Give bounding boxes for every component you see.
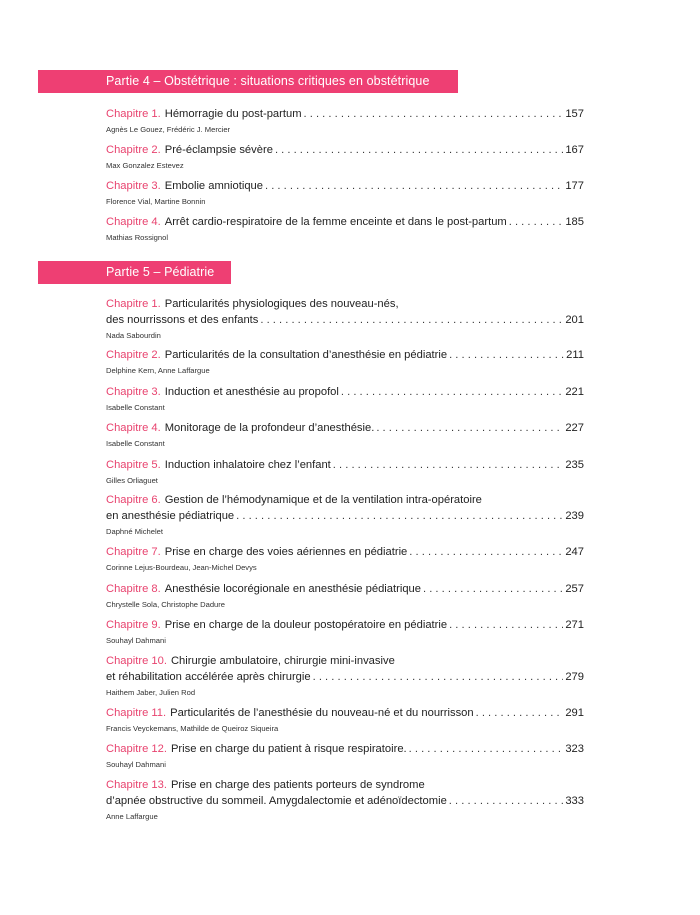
leader-dots — [265, 178, 563, 194]
page-number: 239 — [565, 510, 584, 522]
chapter-authors: Corinne Lejus-Bourdeau, Jean-Michel Devys — [106, 563, 257, 572]
leader-dots — [476, 705, 564, 721]
leader-dots — [304, 106, 564, 122]
leader-dots — [449, 793, 564, 809]
chapter-label: Chapitre 3. — [106, 180, 161, 192]
page-number: 235 — [565, 459, 584, 471]
chapter-title-cont: en anesthésie pédiatrique — [106, 510, 235, 522]
page-number: 227 — [565, 422, 584, 434]
chapter-label: Chapitre 5. — [106, 459, 161, 471]
page-number: 201 — [565, 314, 584, 326]
toc-entry[interactable] — [106, 296, 584, 342]
chapter-authors: Max Gonzalez Estevez — [106, 161, 184, 170]
chapter-label: Chapitre 7. — [106, 546, 161, 558]
page-number: 247 — [565, 546, 584, 558]
leader-dots — [341, 384, 563, 400]
toc-entry[interactable] — [106, 705, 584, 735]
page-number: 257 — [565, 583, 584, 595]
chapter-authors: Nada Sabourdin — [106, 331, 161, 340]
page-number: 157 — [565, 108, 584, 120]
chapter-title: Particularités physiologiques des nouveau-nés, — [164, 298, 399, 310]
chapter-title: Chirurgie ambulatoire, chirurgie mini-invasive — [170, 655, 395, 667]
leader-dots — [409, 544, 563, 560]
toc-entry[interactable] — [106, 214, 584, 244]
toc-entry[interactable] — [106, 384, 584, 414]
chapter-title: Induction et anesthésie au propofol — [164, 386, 339, 398]
chapter-title: Prise en charge des voies aériennes en pédiatrie — [164, 546, 408, 558]
page-number: 279 — [565, 671, 584, 683]
chapter-authors: Mathias Rossignol — [106, 233, 169, 242]
chapter-label: Chapitre 9. — [106, 619, 161, 631]
chapter-label: Chapitre 12. — [106, 743, 167, 755]
chapter-title: Monitorage de la profondeur d’anesthésie. — [164, 422, 375, 434]
page-number: 333 — [565, 795, 584, 807]
chapter-label: Chapitre 1. — [106, 108, 161, 120]
leader-dots — [423, 581, 563, 597]
chapter-title: Prise en charge de la douleur postopératoire en pédiatrie — [164, 619, 448, 631]
chapter-label: Chapitre 10. — [106, 655, 167, 667]
chapter-authors: Gilles Orliaguet — [106, 476, 158, 485]
chapter-title: Arrêt cardio-respiratoire de la femme enceinte et dans le post-partum — [164, 216, 507, 228]
chapter-authors: Haithem Jaber, Julien Rod — [106, 688, 196, 697]
part-title: Partie 4 – Obstétrique : situations critiques en obstétrique — [106, 74, 430, 88]
chapter-label: Chapitre 4. — [106, 216, 161, 228]
toc-entry[interactable] — [106, 544, 584, 574]
chapter-authors: Francis Veyckemans, Mathilde de Queiroz Siqueira — [106, 724, 279, 733]
chapter-authors: Agnès Le Gouez, Frédéric J. Mercier — [106, 125, 231, 134]
toc-entry[interactable] — [106, 420, 584, 450]
leader-dots — [509, 214, 564, 230]
toc-entry[interactable] — [106, 492, 584, 538]
chapter-title: Pré-éclampsie sévère — [164, 144, 273, 156]
leader-dots — [409, 741, 564, 757]
page-number: 185 — [565, 216, 584, 228]
page-number: 211 — [566, 349, 584, 361]
chapter-authors: Souhayl Dahmani — [106, 636, 166, 645]
chapter-title: Prise en charge des patients porteurs de syndrome — [170, 779, 425, 791]
toc-entry[interactable] — [106, 741, 584, 771]
chapter-title: Gestion de l’hémodynamique et de la ventilation intra-opératoire — [164, 494, 482, 506]
chapter-label: Chapitre 13. — [106, 779, 167, 791]
chapter-label: Chapitre 2. — [106, 349, 161, 361]
toc-entry[interactable] — [106, 347, 584, 377]
page-number: 271 — [565, 619, 584, 631]
page-number: 323 — [565, 743, 584, 755]
chapter-label: Chapitre 11. — [106, 707, 167, 719]
chapter-title: Induction inhalatoire chez l’enfant — [164, 459, 331, 471]
chapter-title: Embolie amniotique — [164, 180, 263, 192]
chapter-title: Particularités de l’anesthésie du nouveau-né et du nourrisson — [170, 707, 474, 719]
leader-dots — [449, 617, 563, 633]
leader-dots — [275, 142, 563, 158]
page-number: 291 — [565, 707, 584, 719]
part-5-header — [38, 261, 231, 284]
leader-dots — [376, 420, 563, 436]
chapter-authors: Isabelle Constant — [106, 439, 165, 448]
chapter-title: Anesthésie locorégionale en anesthésie pédiatrique — [164, 583, 421, 595]
leader-dots — [333, 457, 564, 473]
page-number: 167 — [565, 144, 584, 156]
chapter-title: Hémorragie du post-partum — [164, 108, 302, 120]
part-title: Partie 5 – Pédiatrie — [106, 265, 215, 279]
leader-dots — [260, 312, 563, 328]
chapter-authors: Daphné Michelet — [106, 527, 163, 536]
chapter-authors: Florence Vial, Martine Bonnin — [106, 197, 206, 206]
toc-entry[interactable] — [106, 106, 584, 136]
page-number: 177 — [565, 180, 584, 192]
chapter-title-cont: des nourrissons et des enfants — [106, 314, 259, 326]
toc-entry[interactable] — [106, 457, 584, 487]
chapter-label: Chapitre 8. — [106, 583, 161, 595]
chapter-authors: Chrystelle Sola, Christophe Dadure — [106, 600, 226, 609]
chapter-authors: Delphine Kern, Anne Laffargue — [106, 366, 210, 375]
toc-entry[interactable] — [106, 653, 584, 699]
toc-entry[interactable] — [106, 777, 584, 823]
chapter-label: Chapitre 2. — [106, 144, 161, 156]
chapter-label: Chapitre 4. — [106, 422, 161, 434]
leader-dots — [449, 347, 564, 363]
chapter-authors: Anne Laffargue — [106, 812, 158, 821]
leader-dots — [313, 669, 564, 685]
chapter-title-cont: et réhabilitation accélérée après chirurgie — [106, 671, 311, 683]
toc-entry[interactable] — [106, 142, 584, 172]
chapter-label: Chapitre 1. — [106, 298, 161, 310]
chapter-label: Chapitre 6. — [106, 494, 161, 506]
chapter-authors: Souhayl Dahmani — [106, 760, 166, 769]
page-number: 221 — [565, 386, 584, 398]
toc-entry[interactable] — [106, 617, 584, 647]
toc-entry[interactable] — [106, 581, 584, 611]
chapter-label: Chapitre 3. — [106, 386, 161, 398]
chapter-title-cont: d’apnée obstructive du sommeil. Amygdalectomie et adénoïdectomie — [106, 795, 447, 807]
chapter-title: Prise en charge du patient à risque respiratoire. — [170, 743, 407, 755]
part-4-header — [38, 70, 458, 93]
chapter-title: Particularités de la consultation d’anesthésie en pédiatrie — [164, 349, 448, 361]
leader-dots — [236, 508, 563, 524]
toc-entry[interactable] — [106, 178, 584, 208]
chapter-authors: Isabelle Constant — [106, 403, 165, 412]
